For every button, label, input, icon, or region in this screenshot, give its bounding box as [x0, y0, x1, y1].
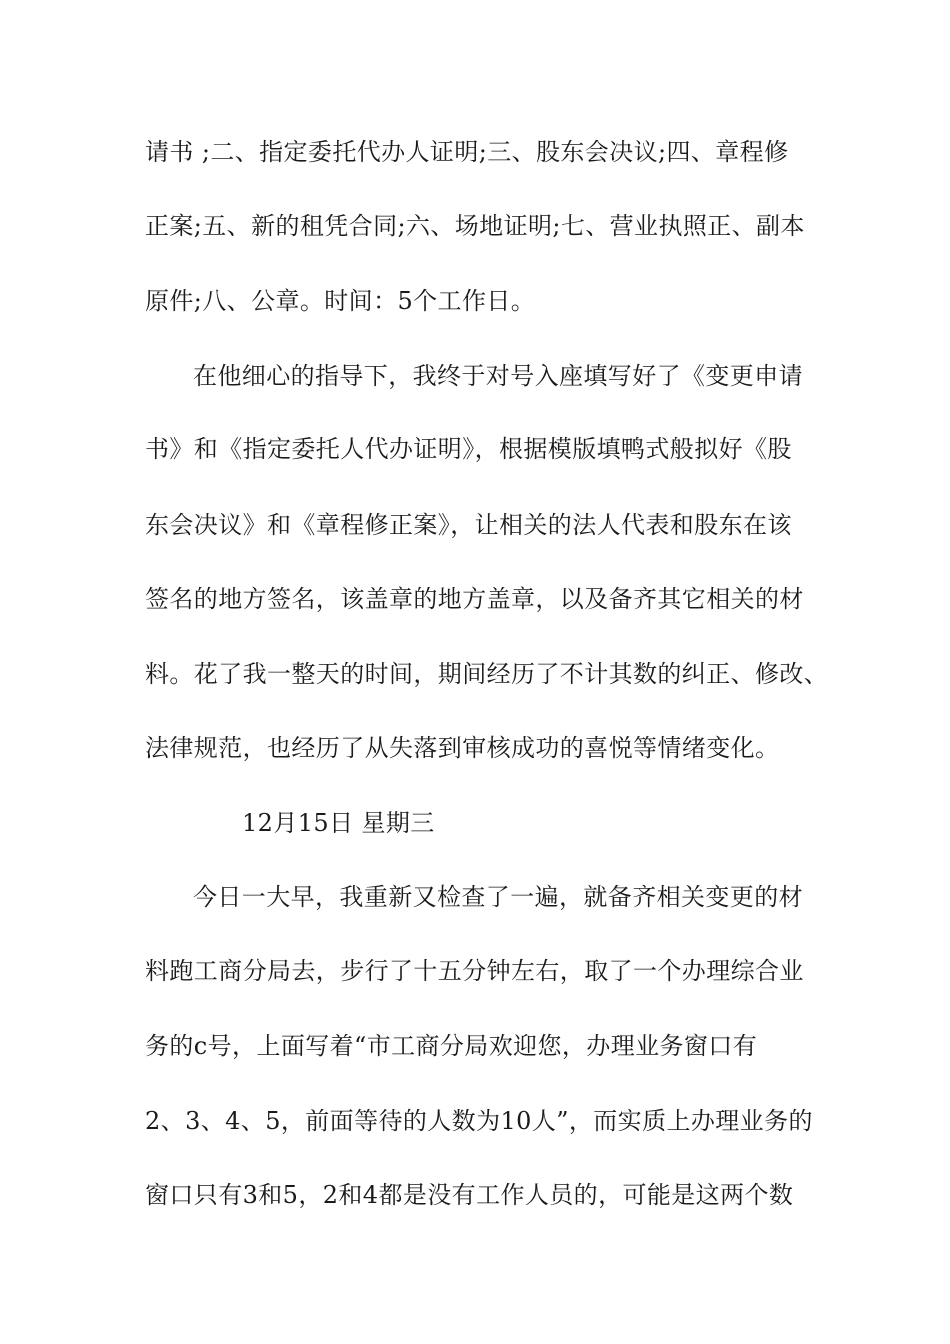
- text-line: 窗口只有3和5，2和4都是没有工作人员的，可能是这两个数: [145, 1181, 794, 1209]
- text-line: 正案;五、新的租凭合同;六、场地证明;七、营业执照正、副本: [145, 212, 805, 240]
- text-line: 料跑工商分局去，步行了十五分钟左右，取了一个办理综合业: [145, 957, 804, 985]
- text-line: 法律规范，也经历了从失落到审核成功的喜悦等情绪变化。: [145, 734, 780, 762]
- text-line: 料。花了我一整天的时间，期间经历了不计其数的纠正、修改、: [145, 660, 829, 688]
- date-heading: 12月15日 星期三: [242, 809, 435, 837]
- text-line: 请书 ;二、指定委托代办人证明;三、股东会决议;四、章程修: [145, 138, 789, 166]
- text-line: 务的c号，上面写着“市工商分局欢迎您，办理业务窗口有: [145, 1032, 758, 1060]
- text-line: 签名的地方签名，该盖章的地方盖章，以及备齐其它相关的材: [145, 585, 804, 613]
- text-line: 2、3、4、5，前面等待的人数为10人”，而实质上办理业务的: [145, 1107, 813, 1135]
- text-line: 原件;八、公章。时间：5个工作日。: [145, 287, 536, 315]
- text-line: 书》和《指定委托人代办证明》，根据模版填鸭式般拟好《股: [145, 435, 792, 463]
- text-line: 东会决议》和《章程修正案》，让相关的法人代表和股东在该: [145, 511, 792, 539]
- text-line: 今日一大早，我重新又检查了一遍，就备齐相关变更的材: [193, 883, 803, 911]
- text-line: 在他细心的指导下，我终于对号入座填写好了《变更申请: [193, 362, 803, 390]
